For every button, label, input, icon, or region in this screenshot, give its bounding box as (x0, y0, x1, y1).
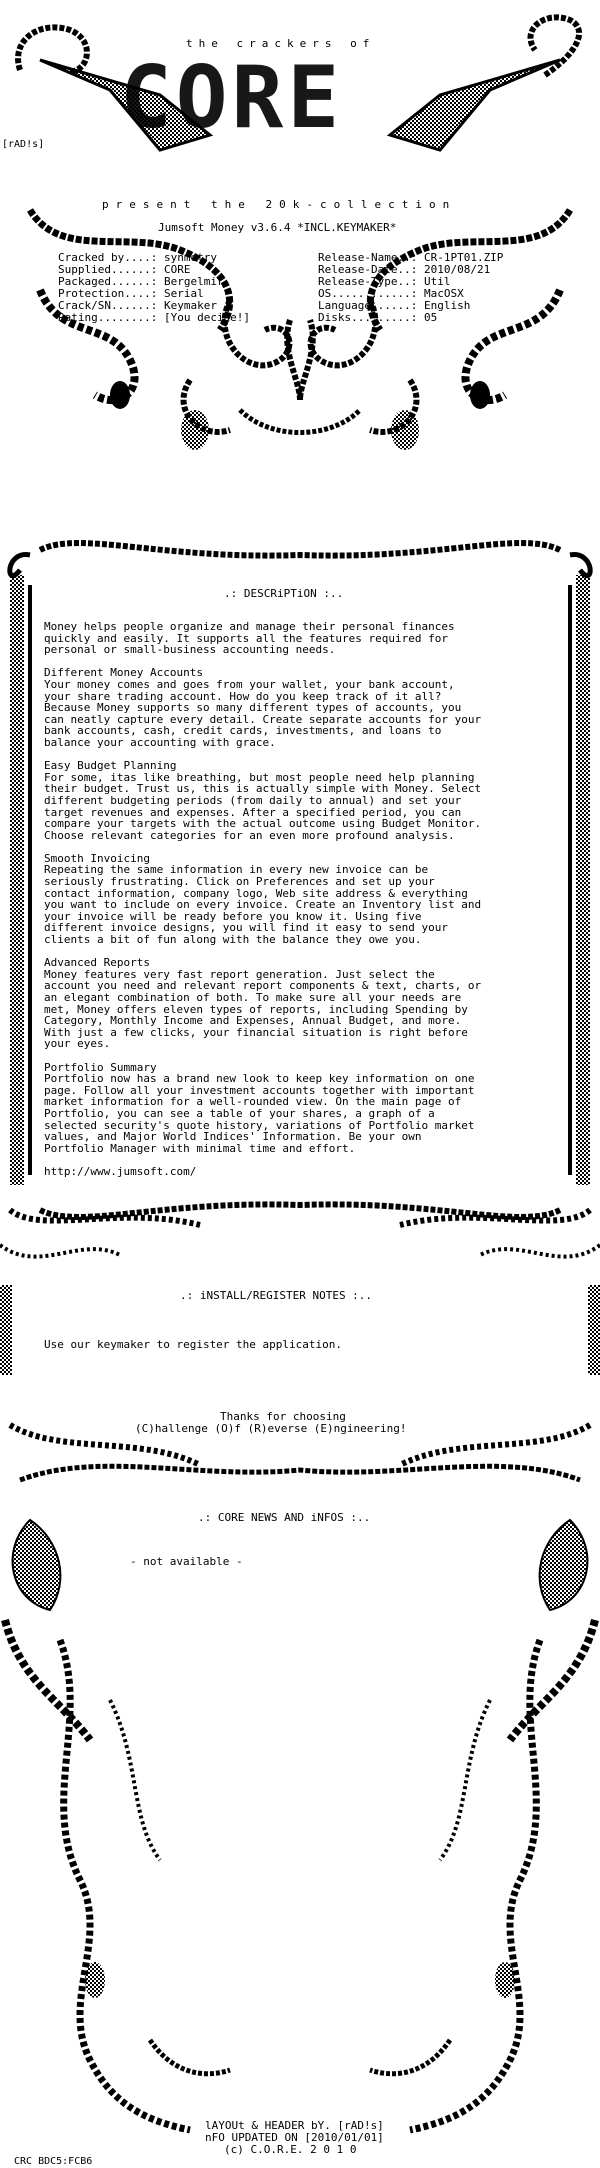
info-line: Release-Type..: Util (318, 275, 451, 288)
info-line: Disks.........: 05 (318, 311, 438, 324)
group-tag: [rAD!s] (2, 139, 45, 150)
info-line: Supplied......: CORE (58, 263, 191, 276)
release-title: Jumsoft Money v3.6.4 *INCL.KEYMAKER* (158, 221, 397, 234)
description-heading: .: DESCRiPTiON :.. (224, 587, 344, 600)
tagline: the crackers of (186, 37, 376, 50)
thanks-line: (C)hallenge (O)f (R)everse (E)ngineering! (135, 1422, 407, 1435)
info-line: Packaged......: Bergelmir (58, 275, 224, 288)
info-line: Cracked by....: synmetry (58, 251, 217, 264)
news-heading: .: CORE NEWS AND iNFOS :.. (198, 1511, 371, 1524)
news-body: - not available - (130, 1555, 243, 1568)
news-frame (0, 1440, 600, 2160)
info-line: Rating........: [You decide!] (58, 311, 251, 324)
thanks-line: Thanks for choosing (220, 1410, 346, 1423)
info-line: OS............: MacOSX (318, 287, 464, 300)
info-left (58, 252, 250, 324)
description-body: Money helps people organize and manage their personal finances quickly and easily. It supports all the features required for personal or small-business accounting needs. Different Money Accounts Your money comes and goes from your wallet, your bank account, your share trading account. How do you keep track of it all? Because Money supports so many different types of accounts, you can neatly capture every detail. Create separate accounts for your bank accounts, cash, credit cards, investments, and loans to balance your accounting with grace. Easy Budget Planning For some, itas like breathing, but most people need help planning their budget. Trust us, this is actually simple with Money. Select different budgeting periods (from daily to annual) and set your target revenues and expenses. After a specified period, you can compare your targets with the actual outcome using Budget Monitor. Choose relevant categories for an even more profound analysis. Smooth Invoicing Repeating the same information in every new invoice can be seriously frustrating. Click on Preferences and set up your contact information, company logo, Web site address & everything you want to include on every invoice. Create an Inventory list and your invoice will be ready before you know it. Using five different invoice designs, you will find it easy to send your clients a bit of fun along with the balance they owe you. Advanced Reports Money features very fast report generation. Just select the account you need and relevant report components & text, charts, or an elegant combination of both. To make sure all your needs are met, Money offers eleven types of reports, including Spending by Category, Monthly Income and Expenses, Annual Budget, and more. With just a few clicks, your financial situation is right before your eyes. Portfolio Summary Portfolio now has a brand new look to keep key information on one page. Follow all your investment accounts together with important market information for a well-rounded view. On the main page of Portfolio, you can see a table of your shares, a graph of a selected security's quote history, variations of Portfolio market values, and Major World Indices' Information. Be your own Portfolio Manager with minimal time and effort. http://www.jumsoft.com/ (44, 620, 482, 1178)
info-right (318, 252, 503, 324)
footer-line: nFO UPDATED ON [2010/01/01] (205, 2131, 384, 2144)
footer-line: (c) C.O.R.E. 2 0 1 0 (224, 2143, 357, 2156)
info-line: Protection....: Serial (58, 287, 204, 300)
install-body: Use our keymaker to register the application. (44, 1338, 343, 1351)
info-line: Release-Name..: CR-1PT01.ZIP (318, 251, 504, 264)
install-heading: .: iNSTALL/REGISTER NOTES :.. (180, 1289, 373, 1302)
info-line: Language......: English (318, 299, 471, 312)
core-logo: CORE (120, 48, 344, 148)
present-line: present the 20k-collection (102, 198, 457, 211)
info-line: Crack/SN......: Keymaker (58, 299, 217, 312)
footer-line: lAYOUt & HEADER bY. [rAD!s] (205, 2119, 384, 2132)
info-line: Release-Date..: 2010/08/21 (318, 263, 491, 276)
crc-line: CRC BDC5:FCB6 (14, 2156, 93, 2167)
